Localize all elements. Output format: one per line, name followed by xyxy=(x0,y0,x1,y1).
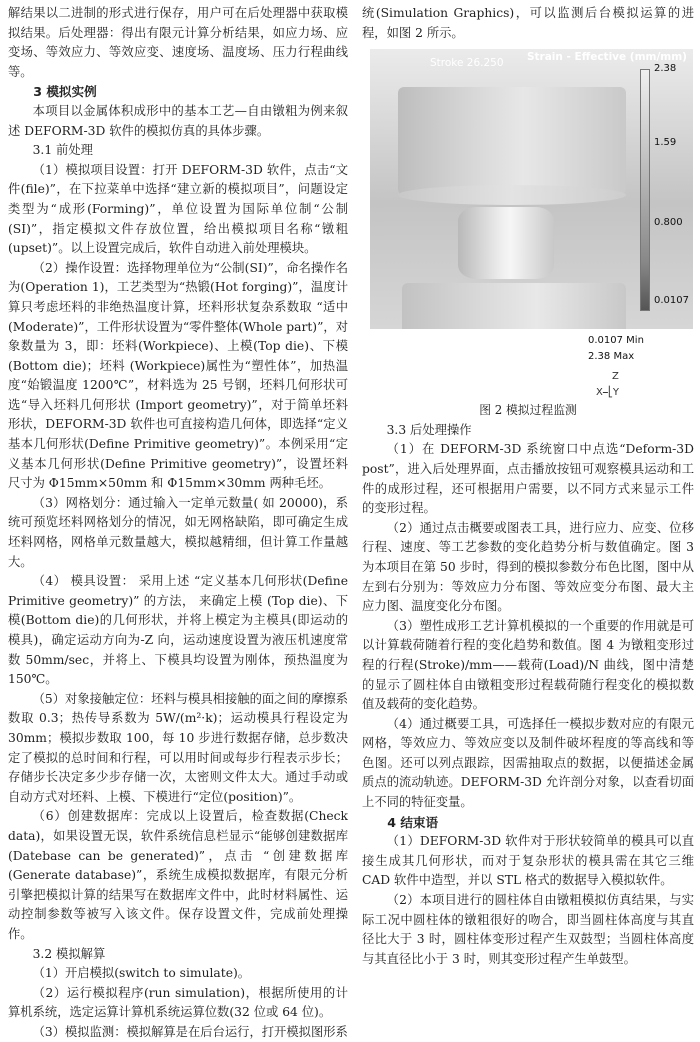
paragraph: 统(Simulation Graphics)，可以监测后台模拟运算的进程，如图 2 所示。 xyxy=(362,6,694,40)
top-die xyxy=(398,87,626,195)
legend-tick: 2.38 xyxy=(654,63,677,75)
legend-tick: 0.800 xyxy=(654,217,683,229)
paragraph: （2）操作设置：选择物理单位为“公制(SI)”，命名操作名为(Operation 1)，工艺类型为“热锻(Hot forging)”，温度计算只考虑坯料的非绝热温度计算，坯料形状复杂系数取 “适中(Moderate)”，工件形状设置为“零件整体(Whole part)”，对象数量为 3，即：坯料(Workpiece)、上模(Top die)、下模(Bottom die)；坯料 (Workpiece)属性为“塑性体”，加热温度“始锻温度 1200℃”，材料选为 25 号钢，坯料几何形状可选“导入坯料几何形状 (Import geometry)”，对于简单坯料形状，DEFORM-3D 软件也可直接构造几何体，即选择“定义基本几何形状(Define Primitive geometry)”。本例采用“定义基本几何形状(Define Primitive geometry)”，设置坯料尺寸为 Φ15mm×50mm 和 Φ15mm×30mm 两种毛坯。 xyxy=(8,260,348,491)
simulation-render xyxy=(370,49,693,329)
paragraph: （1）DEFORM-3D 软件对于形状较简单的模具可以直接生成其几何形状，而对于复杂形状的模具需在其它三维CAD 软件中造型，并以 STL 格式的数据导入模拟软件。 xyxy=(362,834,694,888)
paragraph: （2）通过点击概要或图表工具，进行应力、应变、位移行程、速度、等工艺参数的变化趋势分析与数值确定。图 3 为本项目在第 50 步时，得到的模拟参数分布色比图，图中从左到右分别为：等效应力分布图、等效应变分布图、最大主应力图、温度变化分布图。 xyxy=(362,520,694,614)
legend-max: 2.38 Max xyxy=(588,351,635,363)
paragraph: 本项目以金属体积成形中的基本工艺—自由镦粗为例来叙述 DEFORM-3D 软件的模拟仿真的具体步骤。 xyxy=(8,103,348,138)
figure-simulation xyxy=(362,45,694,399)
stroke-readout: Stroke 26.250 xyxy=(430,57,504,70)
bottom-die xyxy=(402,283,626,329)
paragraph: （1）在 DEFORM-3D 系统窗口中点选“Deform-3D post”，进入后处理界面，点击播放按钮可观察模具运动和工件的成形过程，还可根据用户需要，以不同方式来显示工件的变形过程。 xyxy=(362,442,694,516)
workpiece xyxy=(458,207,554,279)
paragraph: （1）开启模拟(switch to simulate)。 xyxy=(32,966,251,981)
paragraph: （3）模拟监测：模拟解算是在后台运行，打开模拟图形系 xyxy=(32,1024,348,1039)
left-column xyxy=(8,4,348,1042)
section-heading: 4 结束语 xyxy=(387,814,439,830)
legend-min: 0.0107 Min xyxy=(588,335,644,347)
paragraph: （3）网格划分：通过输入一定单元数量( 如 20000)，系统可预览坯料网格划分的情况，如无网格缺陷，即可确定生成坯料网格，网格单元数量越大，模拟越精细，但计算工作量越大。 xyxy=(8,495,348,569)
paragraph: （4）通过概要工具，可选择任一模拟步数对应的有限元网格，等效应力、等效应变以及制件破坏程度的等高线和等色图。还可以列点跟踪，因需抽取点的数据，以便描述金属质点的流动轨迹。DEFORM-3D 允许剖分对象，以查看切面上不同的特征变量。 xyxy=(362,716,694,810)
legend-tick: 1.59 xyxy=(654,137,677,149)
right-column xyxy=(362,4,694,969)
legend-title: Strain - Effective (mm/mm) xyxy=(526,51,687,64)
paragraph: （5）对象接触定位：坯料与模具相接触的面之间的摩擦系数取 0.3；热传导系数为 5W/(m²·k)；运动模具行程设定为 30mm；模拟步数取 100，每 10 步进行数据存储，总步数决定了模拟的总时间和行程，可以用时间或每步行程表示步长；存储步长决定多少步存储一次，太密则文件太大。通过手动或自动方式对坯料、上模、下模进行“定位(position)”。 xyxy=(8,691,348,804)
paragraph: （4） 模具设置： 采用上述 “定义基本几何形状(Define Primitive geometry)” 的方法， 来确定上模 (Top die)、下模(Bottom die)的几何形状，并将上模定为主模具(即运动的模具)，确定运动方向为-Z 向，运动速度设置为液压机速度常数 50mm/sec，并将上、下模具均设置为刚体，预热温度为 150℃。 xyxy=(8,574,348,687)
paragraph: （6）创建数据库：完成以上设置后，检查数据(Check data)，如果设置无误，软件系统信息栏显示“能够创建数据库 (Datebase can be generated)”，点击 “创建数据库(Generate database)”，系统生成模拟数据库，有限元分析引擎把模拟计算的结果写在数据库文件中，此时材料属性、运动控制参数等被写入该文件。保存设置文件，完成前处理操作。 xyxy=(8,809,348,941)
paragraph: （1）模拟项目设置：打开 DEFORM-3D 软件，点击“文件(file)”，在下拉菜单中选择“建立新的模拟项目”，问题设定类型为“成形(Forming)”，单位设置为国际单位制“公制(SI)”，指定模拟文件存放位置，给出模拟项目名称“镦粗(upset)”。以上设置完成后，软件自动进入前处理模块。 xyxy=(8,162,348,256)
figure-caption: 图 2 模拟过程监测 xyxy=(479,403,577,418)
color-bar xyxy=(640,69,650,311)
subsection-heading: 3.1 前处理 xyxy=(32,143,93,158)
axis-xy-label: X⎯⎣Y xyxy=(596,387,619,399)
paragraph: 解结果以二进制的形式进行保存，用户可在后处理器中获取模拟结果。后处理器：得出有限元计算分析结果，如应力场、应变场、等效应力、等效应变、速度场、温度场、压力行程曲线等。 xyxy=(8,6,348,79)
section-heading: 3 模拟实例 xyxy=(33,84,97,100)
legend-tick: 0.0107 xyxy=(654,295,689,307)
subsection-heading: 3.2 模拟解算 xyxy=(32,946,106,961)
paragraph: （3）塑性成形工艺计算机模拟的一个重要的作用就是可以计算载荷随着行程的变化趋势和数值。图 4 为镦粗变形过程的行程(Stroke)/mm——载荷(Load)/N 曲线，图中清楚的显示了圆柱体自由镦粗变形过程载荷随行程变化的模拟数值及载荷的变化趋势。 xyxy=(362,618,694,712)
subsection-heading: 3.3 后处理操作 xyxy=(386,422,472,437)
axis-z-label: Z xyxy=(612,371,619,383)
paragraph: （2）本项目进行的圆柱体自由镦粗模拟仿真结果，与实际工况中圆柱体的镦粗很好的吻合，即当圆柱体高度与其直径比大于 3 时，圆柱体变形过程产生双鼓型；当圆柱体高度与其直径比小于 3 时，则其变形过程产生单鼓型。 xyxy=(362,893,694,966)
paragraph: （2）运行模拟程序(run simulation)，根据所使用的计算机系统，选定运算计算机系统运算位数(32 位或 64 位)。 xyxy=(8,985,348,1020)
